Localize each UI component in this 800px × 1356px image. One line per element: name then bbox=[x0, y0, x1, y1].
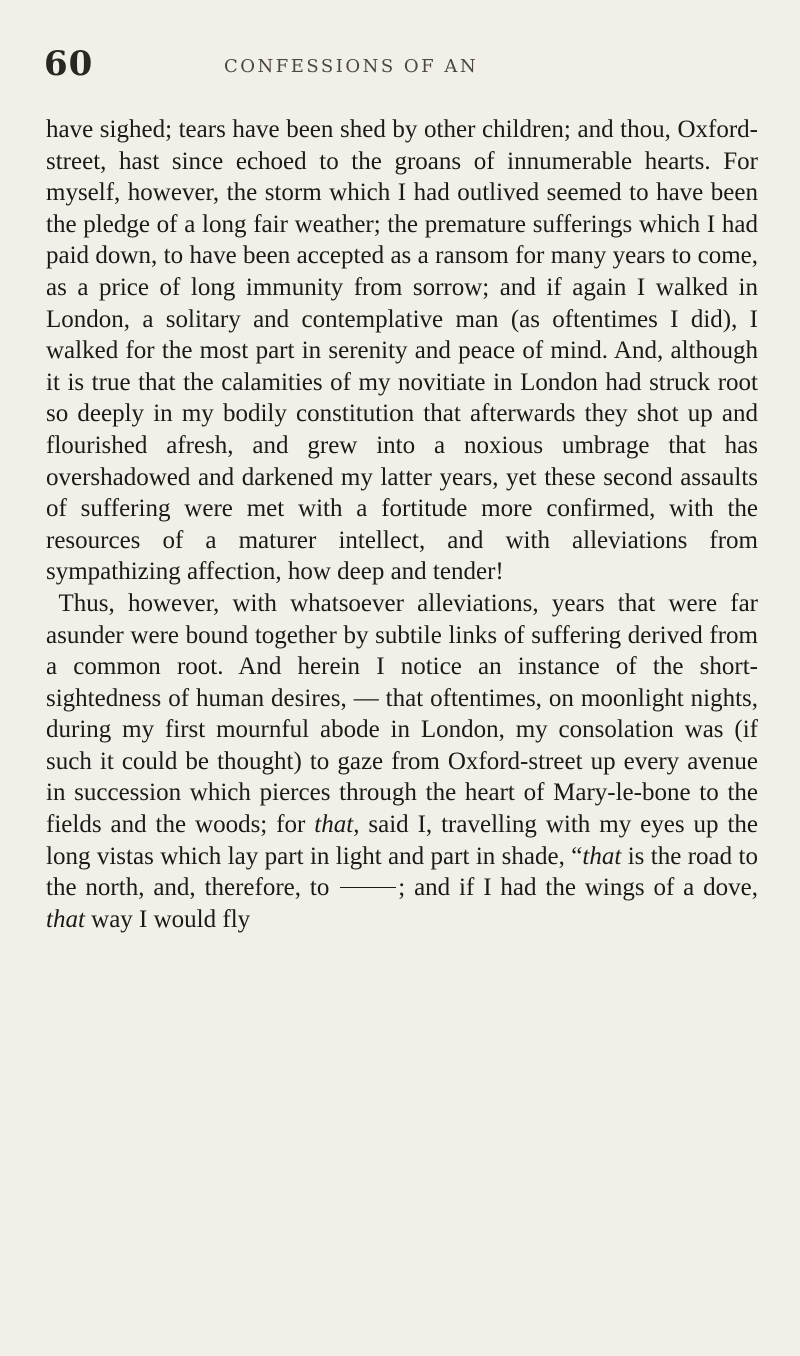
paragraph-1 bbox=[46, 114, 758, 588]
page-header bbox=[44, 44, 740, 92]
italic-that-3: that bbox=[46, 905, 85, 933]
italic-that-1: that bbox=[314, 811, 354, 839]
body-text bbox=[46, 114, 758, 935]
redacted-dash bbox=[340, 887, 396, 888]
paragraph-2 bbox=[46, 588, 758, 936]
italic-that-2: that bbox=[582, 842, 622, 870]
paragraph-2-text-d: ; and if I had the wings of a dove, bbox=[398, 874, 758, 902]
paragraph-2-text-a: Thus, however, with whatsoever alleviations, years that were far asunder were bound together by subtile links of suffering derived from a common root. And herein I notice an instance of the short-sightedness of human desires, — that oftentimes, on moonlight nights, during my first mournful abode in London, my consolation was (if such it could be thought) to gaze from Oxford-street up every avenue in succession which pierces through the heart of Mary-le-bone to the fields and the woods; for bbox=[46, 589, 758, 839]
paragraph-2-text-c: is the road to the north, and, therefore, to bbox=[46, 842, 759, 902]
paragraph-2-text-e: way I would fly bbox=[84, 905, 251, 933]
running-head: CONFESSIONS OF AN bbox=[224, 56, 479, 77]
paragraph-2-text-b: , said I, travelling with my eyes up the long vistas which lay part in light and part in shade, “ bbox=[46, 811, 758, 870]
paragraph-1-text: have sighed; tears have been shed by other children; and thou, Oxford-street, hast since echoed to the groans of innumerable hearts. For myself, however, the storm which I had outlived seemed to have been the pledge of a long fair weather; the premature sufferings which I had paid down, to have been accepted as a ransom for many years to come, as a price of long immunity from sorrow; and if again I walked in London, a solitary and contemplative man (as oftentimes I did), I walked for the most part in serenity and peace of mind. And, although it is true that the calamities of my novitiate in London had struck root so deeply in my bodily constitution that afterwards they shot up and flourished afresh, and grew into a noxious umbrage that has overshadowed and darkened my latter years, yet these second assaults of suffering were met with a fortitude more confirmed, with the resources of a maturer intellect, and with alleviations from sympathizing affection, how deep and tender! bbox=[46, 116, 758, 586]
page-number: 60 bbox=[44, 44, 94, 84]
